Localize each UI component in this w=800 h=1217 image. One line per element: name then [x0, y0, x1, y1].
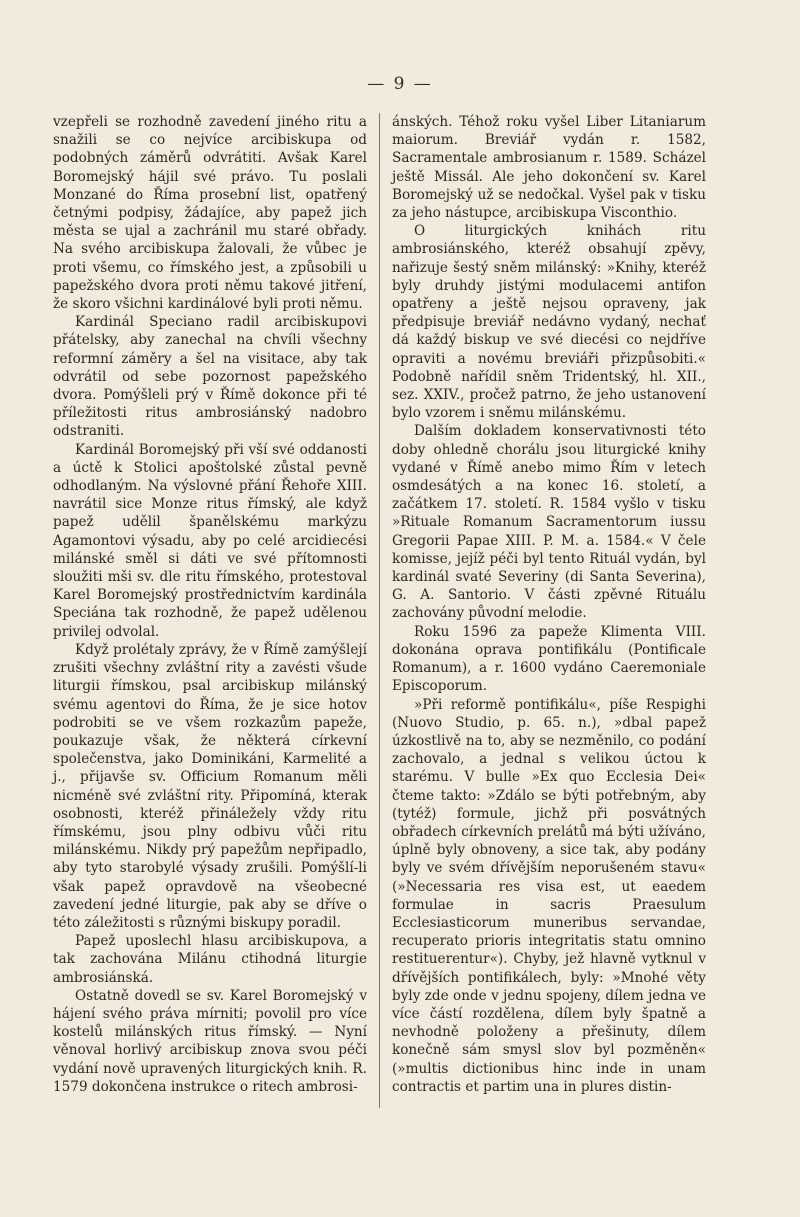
right-paragraph-2: O liturgických knihách ritu ambrosiánského, kteréž obsahují zpěvy, nařizuje šestý sněm milánský: »Knihy, kteréž byly druhdy jistými modulacemi antifon opatřeny a ještě nejsou opraveny, jak předpisuje breviář nedávno vydaný, nechať dá každý biskup ve své diecési co nejdříve opraviti a novému breviáři přizpůsobiti.« Podobně nařídil sněm Tridentský, hl. XII., sez. XXIV., pročež patrno, že jeho ustanovení bylo vzorem i sněmu milánskému.: [392, 223, 706, 422]
right-column: [392, 113, 706, 1096]
right-paragraph-1: ánských. Téhož roku vyšel Liber Litaniarum maiorum. Breviář vydán r. 1582, Sacramentale ambrosianum r. 1589. Scházel ještě Missál. Ale jeho dokončení sv. Karel Boromejský už se nedočkal. Vyšel pak v tisku za jeho nástupce, arcibiskupa Visconthio.: [392, 114, 706, 222]
left-paragraph-3: Kardinál Boromejský při vší své oddanosti a úctě k Stolici apoštolské zůstal pevně odhodlaným. Na výslovné přání Řehoře XIII. navrátil sice Monze ritus římský, ale když papež udělil španělskému markýzu Agamontovi výsadu, aby po celé arcidiecési milánské směl si dáti ve své přítomnosti sloužiti mši sv. dle ritu římského, protestoval Karel Boromejský prostřednictvím kardinála Speciána tak rozhodně, že papež udělenou privilej odvolal.: [53, 441, 367, 640]
right-paragraph-5: »Při reformě pontifikálu«, píše Respighi (Nuovo Studio, p. 65. n.), »dbal papež úzkostlivě na to, aby se nezměnilo, co podání zachovalo, a jednal s velikou úctou k starému. V bulle »Ex quo Ecclesia Dei« čteme takto: »Zdálo se býti potřebným, aby (tytéž) formule, jichž při posvátných obřadech církevních prelátů má býti užíváno, úplně byly obnoveny, a sice tak, aby podány byly ve svém dřívějším neporušeném stavu« (»Necessaria res visa est, ut eaedem formulae in sacris Praesulum Ecclesiasticorum muneribus servandae, recuperato prioris integritatis statu omnino restituerentur«). Chyby, jež hlavně vytknul v dřívějších pontifikálech, byly: »Mnohé věty byly zde onde v jednu spojeny, dílem jedna ve více částí rozdělena, dílem byly špatně a nevhodně položeny a přešinuty, dílem konečně sám smysl slov byl pozměněn« (»multis dictionibus hinc inde in unam contractis et partim una in plures distin-: [392, 696, 706, 1095]
left-paragraph-2: Kardinál Speciano radil arcibiskupovi přátelsky, aby zanechal na chvíli všechny reformní záměry a šel na visitace, aby tak odvrátil od sebe pozornost papežského dvora. Pomýšleli prý v Římě dokonce při té příležitosti ritus ambrosiánský nadobro odstraniti.: [53, 314, 367, 440]
left-paragraph-4: Když prolétaly zprávy, že v Římě zamýšlejí zrušiti všechny zvláštní rity a zavésti všude liturgii římskou, psal arcibiskup milánský svému agentovi do Říma, že je sice hotov podrobiti se ve všem rozkazům papeže, poukazuje však, že některá církevní společenstva, jako Dominikáni, Karmelité a j., přijavše sv. Officium Romanum měli nicméně své zvláštní rity. Připomíná, kterak osobnosti, kteréž přináležely vždy ritu římskému, jsou plny odbivu vůči ritu milánskému. Nikdy prý papežům nepřipadlo, aby tyto starobylé výsady zrušili. Pomýšlí-li však papež opravdově na všeobecné zavedení jedné liturgie, pak aby se dříve o této záležitosti s různými biskupy poradil.: [53, 641, 367, 931]
left-column: [53, 113, 367, 1096]
right-paragraph-4: Roku 1596 za papeže Klimenta VIII. dokonána oprava pontifikálu (Pontificale Romanum), a r. 1600 vydáno Caeremoniale Episcoporum.: [392, 623, 706, 695]
left-paragraph-1: vzepřeli se rozhodně zavedení jiného ritu a snažili se co nejvíce arcibiskupa od podobných záměrů odvrátiti. Avšak Karel Boromejský hájil své právo. Tu poslali Monzané do Říma prosební list, opatřený četnými podpisy, žádajíce, aby papež jich města se ujal a zachránil mu staré obřady. Na svého arcibiskupa žalovali, že vůbec je proti všemu, co římského jest, a způsobili u papežského dvora proti němu takové jitření, že skoro všichni kardinálové byli proti němu.: [53, 114, 367, 313]
page-number: — 9 —: [367, 74, 433, 94]
column-divider: [379, 113, 380, 1108]
right-paragraph-3: Dalším dokladem konservativnosti této doby ohledně chorálu jsou liturgické knihy vydané v Římě anebo mimo Řím v letech osmdesátých a na konec 16. století, a začátkem 17. století. R. 1584 vyšlo v tisku »Rituale Romanum Sacramentorum iussu Gregorii Papae XIII. P. M. a. 1584.« V čele komisse, jejíž péči byl tento Rituál vydán, byl kardinál svaté Severiny (di Santa Severina), G. A. Santorio. V části zpěvné Rituálu zachovány původní melodie.: [392, 423, 706, 622]
left-paragraph-6: Ostatně dovedl se sv. Karel Boromejský v hájení svého práva mírniti; povolil pro více kostelů milánských ritus římský. — Nyní věnoval horlivý arcibiskup znova svou péči vydání nově upravených liturgických knih. R. 1579 dokončena instrukce o ritech ambrosi-: [53, 987, 367, 1095]
left-paragraph-5: Papež uposlechl hlasu arcibiskupova, a tak zachována Milánu ctihodná liturgie ambrosiánská.: [53, 933, 367, 986]
